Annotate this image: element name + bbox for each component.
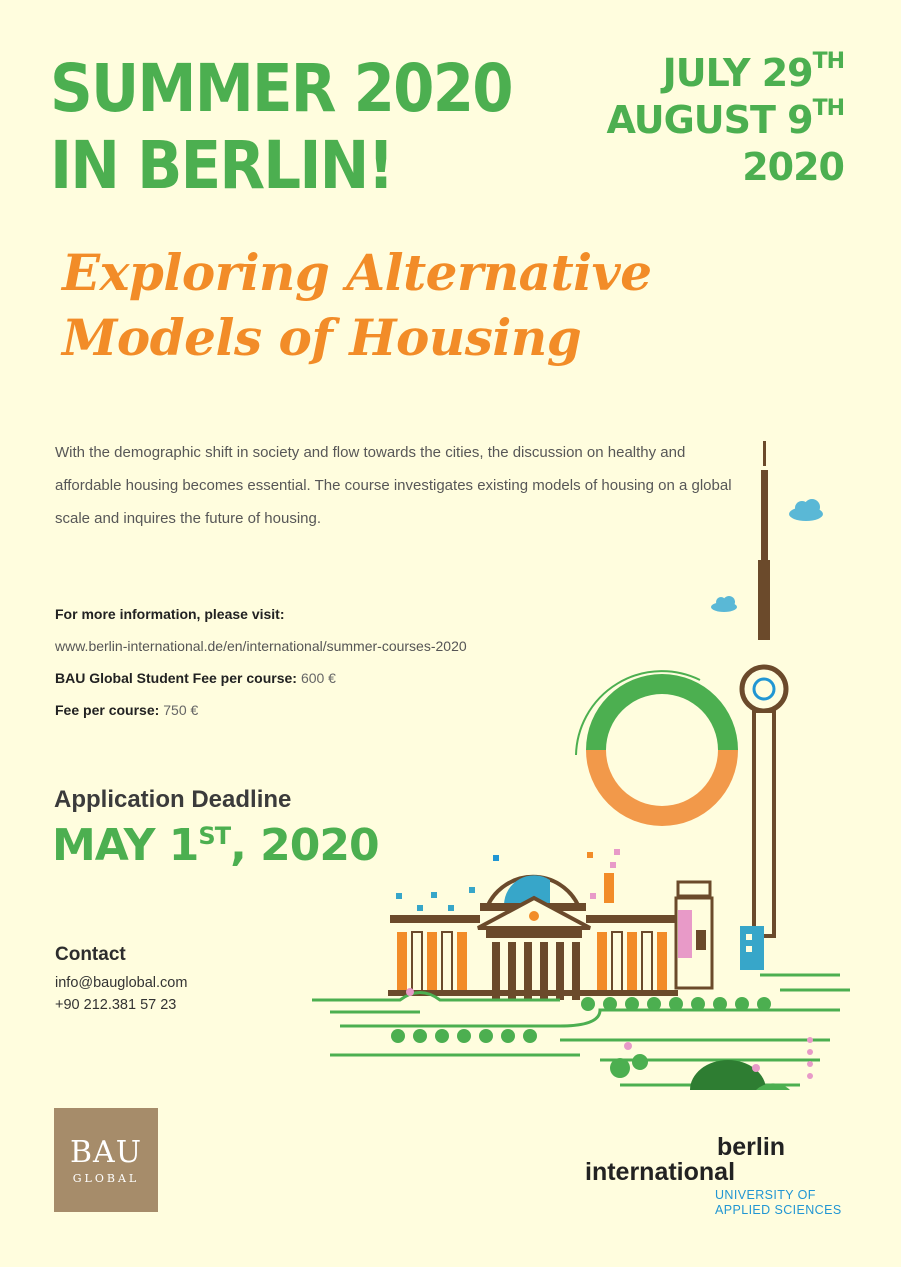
course-dates (606, 50, 844, 191)
headline (50, 50, 512, 204)
date-year: 2020 (742, 145, 844, 190)
berlin-international-logo (585, 1135, 842, 1218)
ring-graphic (576, 671, 738, 826)
bi-logo-line-4: APPLIED SCIENCES (715, 1203, 842, 1217)
berlin-illustration (300, 430, 860, 1110)
date-end: AUGUST 9TH (606, 96, 844, 143)
contact-block (55, 944, 187, 1016)
headline-line-1: SUMMER 2020 (50, 50, 512, 127)
deadline-label: Application Deadline (54, 786, 292, 813)
tv-tower (740, 441, 786, 970)
bi-logo-line-1: berlin (717, 1133, 786, 1161)
course-url-link[interactable]: www.berlin-international.de/en/international/summer-courses-2020 (55, 638, 467, 654)
fee-bau-value: 600 € (300, 670, 336, 686)
bau-logo-sub: GLOBAL (72, 1172, 140, 1185)
subtitle-line-2: Models of Housing (62, 308, 582, 367)
deadline-date: MAY 1ST, 2020 (52, 820, 379, 871)
contact-email[interactable]: info@bauglobal.com (55, 975, 188, 991)
bau-logo-name: BAU (70, 1135, 142, 1170)
date-start: JULY 29TH (662, 49, 844, 95)
info-heading: For more information, please visit: (55, 606, 285, 622)
clock-tower (676, 882, 712, 988)
bau-global-logo (54, 1108, 158, 1212)
subtitle (62, 240, 652, 370)
bi-logo-line-2: international (585, 1158, 736, 1186)
contact-phone[interactable]: +90 212.381 57 23 (55, 997, 177, 1013)
reichstag-building (388, 898, 678, 1000)
fee-label: Fee per course: (55, 702, 160, 718)
cloud-icon (789, 499, 823, 521)
subtitle-line-1: Exploring Alternative (62, 243, 652, 302)
cloud-icon (711, 596, 737, 612)
fee-value: 750 € (163, 702, 199, 718)
fee-bau-label: BAU Global Student Fee per course: (55, 670, 297, 686)
intro-paragraph: With the demographic shift in society and flow towards the cities, the discussion on healthy and affordable housing becomes essential. The course investigates existing models of housing on a global scale and inquires the future of housing. (55, 444, 732, 527)
contact-heading: Contact (55, 944, 126, 965)
headline-line-2: IN BERLIN! (50, 127, 393, 205)
bi-logo-line-3: UNIVERSITY OF (715, 1188, 816, 1202)
